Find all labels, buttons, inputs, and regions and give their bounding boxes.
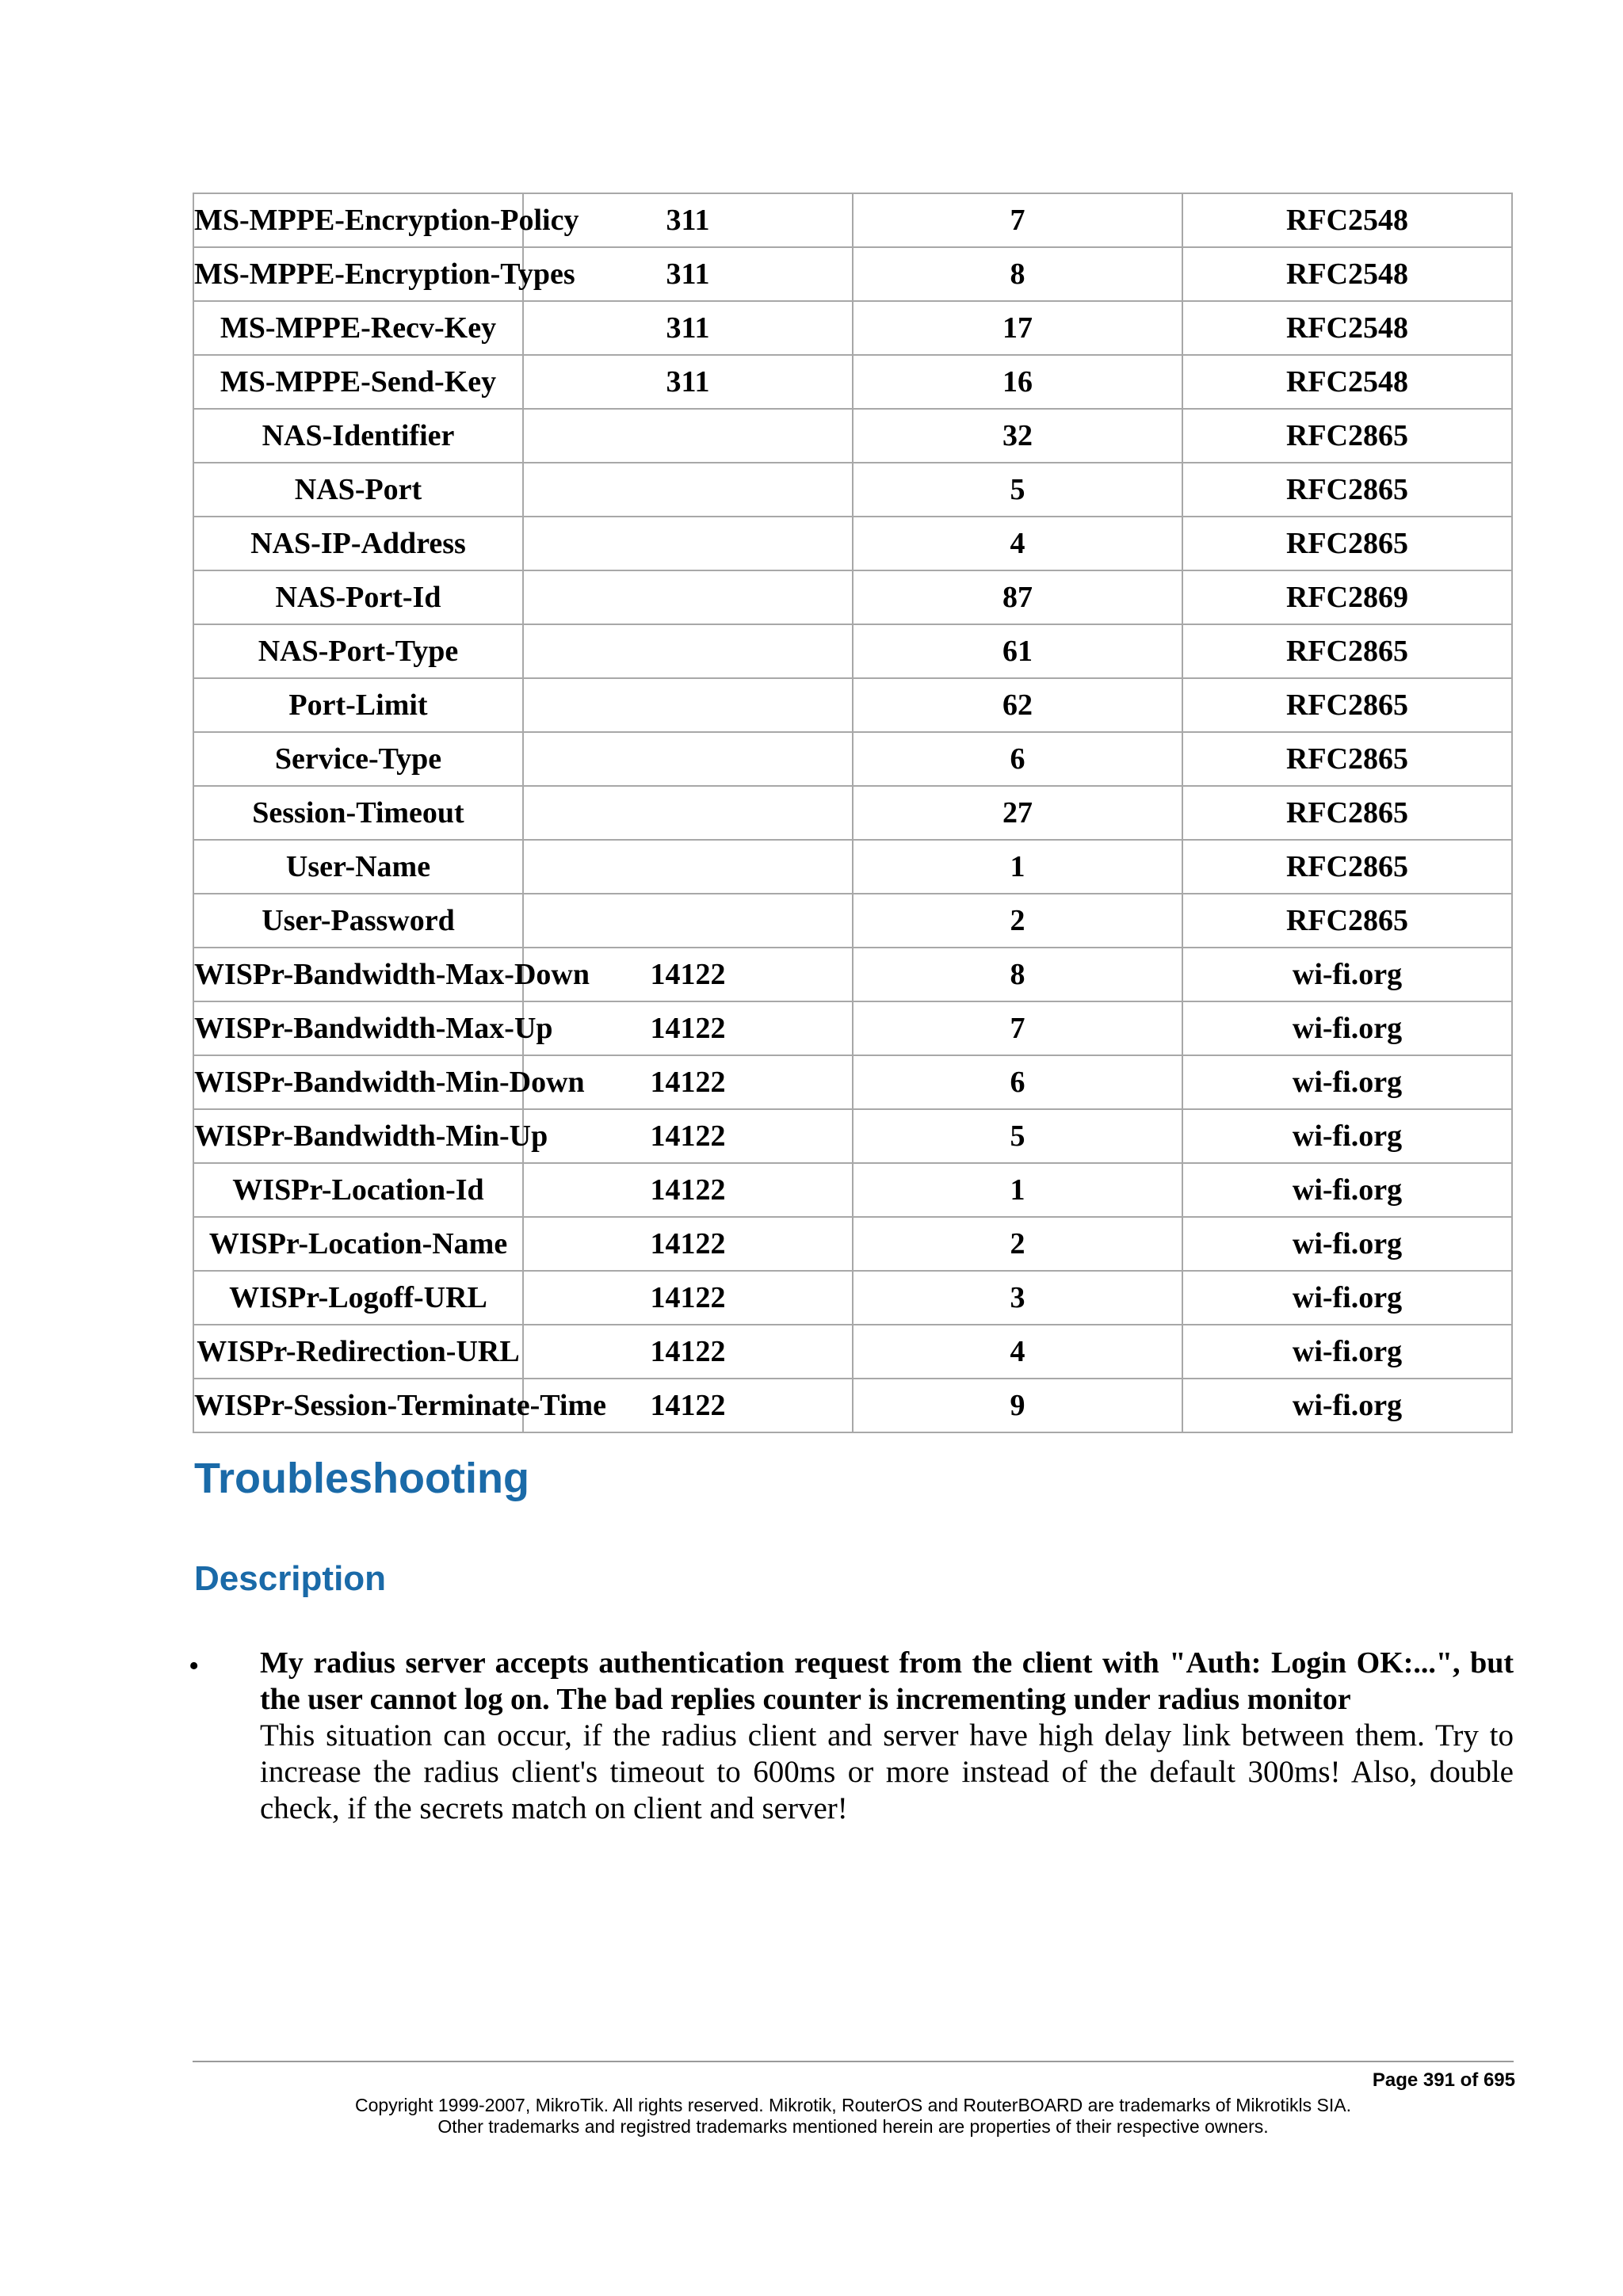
attribute-name-cell: MS-MPPE-Send-Key — [193, 355, 523, 409]
vendor-id-cell — [523, 678, 853, 732]
attribute-name-cell: MS-MPPE-Recv-Key — [193, 301, 523, 355]
attribute-type-cell: 61 — [853, 624, 1182, 678]
attribute-type-cell: 8 — [853, 948, 1182, 1001]
table-row — [193, 355, 1512, 409]
table-row — [193, 301, 1512, 355]
table-row — [193, 1325, 1512, 1379]
attribute-type-cell: 27 — [853, 786, 1182, 840]
table-row — [193, 894, 1512, 948]
vendor-id-cell: 14122 — [523, 1109, 853, 1163]
attribute-name-cell: WISPr-Location-Name — [193, 1217, 523, 1271]
rfc-reference-cell: RFC2865 — [1182, 786, 1512, 840]
attribute-name-cell: WISPr-Logoff-URL — [193, 1271, 523, 1325]
vendor-id-cell: 311 — [523, 355, 853, 409]
attribute-type-cell: 62 — [853, 678, 1182, 732]
copyright-line-1: Copyright 1999-2007, MikroTik. All rights reserved. Mikrotik, RouterOS and RouterBOARD are trademarks of Mikrotikls SIA. — [355, 2095, 1351, 2115]
vendor-id-cell: 311 — [523, 193, 853, 247]
table-row — [193, 786, 1512, 840]
rfc-reference-cell: wi-fi.org — [1182, 1217, 1512, 1271]
table-row — [193, 732, 1512, 786]
vendor-id-cell: 14122 — [523, 1217, 853, 1271]
attribute-name-cell: MS-MPPE-Encryption-Types — [193, 247, 523, 301]
radius-attributes-table-body — [193, 193, 1512, 1432]
attribute-name-cell: User-Name — [193, 840, 523, 894]
vendor-id-cell — [523, 517, 853, 570]
vendor-id-cell: 14122 — [523, 1271, 853, 1325]
vendor-id-cell: 14122 — [523, 1055, 853, 1109]
section-subheading: Description — [194, 1559, 387, 1598]
table-row — [193, 1109, 1512, 1163]
vendor-id-cell — [523, 840, 853, 894]
rfc-reference-cell: RFC2865 — [1182, 517, 1512, 570]
attribute-name-cell: Port-Limit — [193, 678, 523, 732]
attribute-type-cell: 7 — [853, 193, 1182, 247]
attribute-type-cell: 7 — [853, 1001, 1182, 1055]
rfc-reference-cell: RFC2865 — [1182, 894, 1512, 948]
attribute-type-cell: 1 — [853, 1163, 1182, 1217]
vendor-id-cell — [523, 570, 853, 624]
attribute-name-cell: MS-MPPE-Encryption-Policy — [193, 193, 523, 247]
attribute-type-cell: 87 — [853, 570, 1182, 624]
attribute-name-cell: NAS-Port-Id — [193, 570, 523, 624]
vendor-id-cell: 14122 — [523, 1325, 853, 1379]
page-number: Page 391 of 695 — [1372, 2069, 1515, 2091]
rfc-reference-cell: RFC2548 — [1182, 193, 1512, 247]
rfc-reference-cell: wi-fi.org — [1182, 1163, 1512, 1217]
vendor-id-cell: 14122 — [523, 1163, 853, 1217]
attribute-type-cell: 6 — [853, 1055, 1182, 1109]
section-heading: Troubleshooting — [194, 1455, 529, 1502]
attribute-type-cell: 32 — [853, 409, 1182, 463]
attribute-type-cell: 17 — [853, 301, 1182, 355]
rfc-reference-cell: wi-fi.org — [1182, 1055, 1512, 1109]
rfc-reference-cell: RFC2865 — [1182, 409, 1512, 463]
attribute-name-cell: NAS-IP-Address — [193, 517, 523, 570]
attribute-name-cell: WISPr-Bandwidth-Max-Down — [193, 948, 523, 1001]
attribute-type-cell: 2 — [853, 894, 1182, 948]
bullet-marker: • — [189, 1650, 200, 1683]
table-row — [193, 1055, 1512, 1109]
rfc-reference-cell: RFC2869 — [1182, 570, 1512, 624]
attribute-name-cell: NAS-Port-Type — [193, 624, 523, 678]
attribute-type-cell: 4 — [853, 517, 1182, 570]
bullet-text: This situation can occur, if the radius client and server have high delay link between them. Try to increase the radius client's timeout to 600ms or more instead of the default 300ms! Also, double check, if the secrets match on client and server! — [260, 1718, 1514, 1825]
table-row — [193, 840, 1512, 894]
attribute-name-cell: WISPr-Bandwidth-Max-Up — [193, 1001, 523, 1055]
rfc-reference-cell: wi-fi.org — [1182, 1001, 1512, 1055]
bullet-title: My radius server accepts authentication request from the client with "Auth: Login OK:...", but the user cannot log on. The bad replies counter is incrementing under radius monitor — [260, 1646, 1514, 1716]
attribute-name-cell: NAS-Port — [193, 463, 523, 517]
rfc-reference-cell: RFC2548 — [1182, 301, 1512, 355]
table-row — [193, 1271, 1512, 1325]
radius-attributes-table — [193, 193, 1513, 1433]
rfc-reference-cell: wi-fi.org — [1182, 1109, 1512, 1163]
attribute-type-cell: 2 — [853, 1217, 1182, 1271]
table-row — [193, 678, 1512, 732]
table-row — [193, 1217, 1512, 1271]
rfc-reference-cell: RFC2548 — [1182, 247, 1512, 301]
attribute-name-cell: NAS-Identifier — [193, 409, 523, 463]
attribute-name-cell: WISPr-Location-Id — [193, 1163, 523, 1217]
attribute-name-cell: WISPr-Bandwidth-Min-Down — [193, 1055, 523, 1109]
footer-divider — [193, 2061, 1514, 2062]
rfc-reference-cell: RFC2865 — [1182, 624, 1512, 678]
attribute-name-cell: Session-Timeout — [193, 786, 523, 840]
rfc-reference-cell: RFC2865 — [1182, 732, 1512, 786]
attribute-name-cell: WISPr-Redirection-URL — [193, 1325, 523, 1379]
table-row — [193, 570, 1512, 624]
attribute-type-cell: 16 — [853, 355, 1182, 409]
table-row — [193, 1163, 1512, 1217]
table-row — [193, 409, 1512, 463]
attribute-type-cell: 9 — [853, 1379, 1182, 1432]
table-row — [193, 948, 1512, 1001]
attribute-type-cell: 4 — [853, 1325, 1182, 1379]
table-row — [193, 463, 1512, 517]
attribute-type-cell: 5 — [853, 463, 1182, 517]
vendor-id-cell: 14122 — [523, 1379, 853, 1432]
vendor-id-cell — [523, 409, 853, 463]
rfc-reference-cell: RFC2865 — [1182, 840, 1512, 894]
rfc-reference-cell: RFC2865 — [1182, 678, 1512, 732]
attribute-type-cell: 6 — [853, 732, 1182, 786]
vendor-id-cell — [523, 463, 853, 517]
rfc-reference-cell: wi-fi.org — [1182, 1325, 1512, 1379]
attribute-name-cell: WISPr-Session-Terminate-Time — [193, 1379, 523, 1432]
table-row — [193, 1379, 1512, 1432]
table-row — [193, 193, 1512, 247]
rfc-reference-cell: RFC2865 — [1182, 463, 1512, 517]
rfc-reference-cell: wi-fi.org — [1182, 1271, 1512, 1325]
table-row — [193, 624, 1512, 678]
rfc-reference-cell: wi-fi.org — [1182, 1379, 1512, 1432]
attribute-type-cell: 5 — [853, 1109, 1182, 1163]
attribute-type-cell: 1 — [853, 840, 1182, 894]
attribute-name-cell: User-Password — [193, 894, 523, 948]
rfc-reference-cell: wi-fi.org — [1182, 948, 1512, 1001]
vendor-id-cell: 311 — [523, 247, 853, 301]
copyright-line-2: Other trademarks and registred trademarks mentioned herein are properties of their respective owners. — [437, 2116, 1269, 2137]
vendor-id-cell — [523, 624, 853, 678]
vendor-id-cell — [523, 786, 853, 840]
vendor-id-cell: 14122 — [523, 948, 853, 1001]
vendor-id-cell: 311 — [523, 301, 853, 355]
list-item — [260, 1645, 1514, 1827]
table-row — [193, 247, 1512, 301]
attribute-name-cell: WISPr-Bandwidth-Min-Up — [193, 1109, 523, 1163]
attribute-name-cell: Service-Type — [193, 732, 523, 786]
vendor-id-cell — [523, 894, 853, 948]
vendor-id-cell: 14122 — [523, 1001, 853, 1055]
rfc-reference-cell: RFC2548 — [1182, 355, 1512, 409]
vendor-id-cell — [523, 732, 853, 786]
attribute-type-cell: 3 — [853, 1271, 1182, 1325]
table-row — [193, 517, 1512, 570]
table-row — [193, 1001, 1512, 1055]
attribute-type-cell: 8 — [853, 247, 1182, 301]
